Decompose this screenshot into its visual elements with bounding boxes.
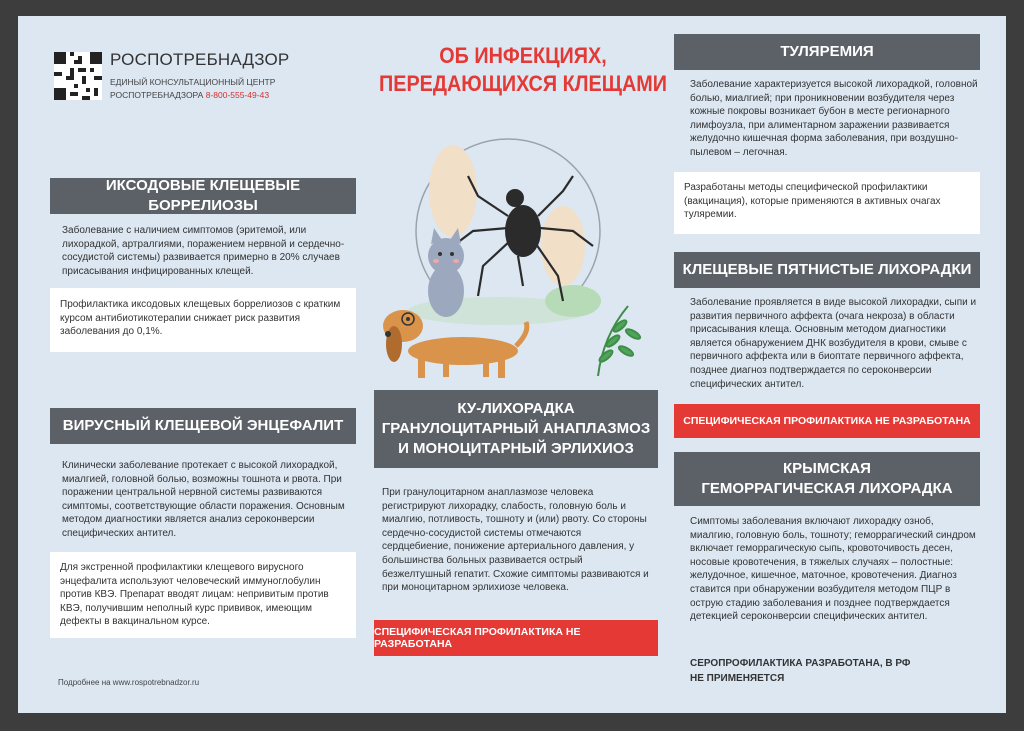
spotted-fever-no-prevention-bar: СПЕЦИФИЧЕСКАЯ ПРОФИЛАКТИКА НЕ РАЗРАБОТАНА <box>674 404 980 438</box>
infographic-poster <box>18 16 1006 713</box>
qr-code-icon[interactable] <box>54 52 102 100</box>
tularemia-text: Заболевание характеризуется высокой лихорадкой, головной болью, миалгией; при проникновении возбудителя через кожные покровы возникает бубон в месте регионарного лимфоузла, при алиментарном заражении развивается желудочно кишечная форма заболевания, при воздушно-пылевом – легочная. <box>690 79 978 158</box>
title-line1: ОБ ИНФЕКЦИЯХ, <box>439 43 607 68</box>
encephalitis-header <box>50 408 356 444</box>
crimean-fever-header-line2: ГЕМОРРАГИЧЕСКАЯ ЛИХОРАДКА <box>701 480 953 497</box>
spotted-fever-text: Заболевание проявляется в виде высокой лихорадки, сыпи и развития первичного аффекта (очага некроза) в области присасывания клеща. Основным методом диагностики является обнаружением ДНК возбудителя в крови, смыве с первичного аффекта или в биоптате первичного аффекта, позднее диагноз подтверждается по сероконверсии специфических антител. <box>690 297 977 390</box>
encephalitis-prevention-box: Для экстренной профилактики клещевого вирусного энцефалита используют человеческий иммуноглобулин против КВЭ. Препарат вводят лицам: непривитым против КВЭ, получившим неполный курс прививок, имеющим дефекты в вакцинальном курсе. <box>50 552 356 638</box>
borrelioz-header <box>50 178 356 214</box>
qfever-header-line2: ГРАНУЛОЦИТАРНЫЙ АНАПЛАЗМОЗ <box>381 420 651 437</box>
tularemia-prevention-box: Разработаны методы специфической профилактики (вакцинация), которые применяются в активных очагах туляремии. <box>674 172 980 234</box>
borrelioz-header-text: ИКСОДОВЫЕ КЛЕЩЕВЫЕ БОРРЕЛИОЗЫ <box>105 177 301 214</box>
encephalitis-text: Клинически заболевание протекает с высокой лихорадкой, миалгией, головной болью, возможны тошнота и рвота. При поражении центральной нервной системы развиваются симптомы, соответствующие области поражения. Основным методом диагностики является анализ сероконверсии специфических антител. <box>62 460 345 539</box>
footer-link[interactable]: Подробнее на www.rospotrebnadzor.ru <box>58 678 200 687</box>
tularemia-header-text: ТУЛЯРЕМИЯ <box>780 43 874 60</box>
spotted-fever-header-text: КЛЕЩЕВЫЕ ПЯТНИСТЫЕ ЛИХОРАДКИ <box>682 261 972 278</box>
crimean-fever-header-line1: КРЫМСКАЯ <box>783 460 871 477</box>
sero-line2: НЕ ПРИМЕНЯЕТСЯ <box>690 673 785 684</box>
org-sub-line1: ЕДИНЫЙ КОНСУЛЬТАЦИОННЫЙ ЦЕНТР <box>110 77 276 87</box>
org-sub-line2: РОСПОТРЕБНАДЗОРА <box>110 90 204 100</box>
borrelioz-prevention-box: Профилактика иксодовых клещевых боррелиозов с кратким курсом антибиотикотерапии снижает риск развития заболевания до 0,1%. <box>50 288 356 352</box>
crimean-seroprophylaxis-note <box>690 656 980 686</box>
borrelioz-text: Заболевание с наличием симптомов (эритемой, или лихорадкой, артралгиями, поражением нервной и сердечно-сосудистой системы) развивается примерно в 20% случаев присасывания инфицированных клещей. <box>62 225 345 277</box>
org-name: РОСПОТРЕБНАДЗОР <box>110 50 290 69</box>
encephalitis-header-text: ВИРУСНЫЙ КЛЕЩЕВОЙ ЭНЦЕФАЛИТ <box>62 417 344 434</box>
tick-illustration <box>358 136 658 396</box>
sero-line1: СЕРОПРОФИЛАКТИКА РАЗРАБОТАНА, В РФ <box>690 658 911 669</box>
crimean-fever-header <box>674 452 980 506</box>
qfever-header <box>374 390 658 468</box>
qfever-no-prevention-bar: СПЕЦИФИЧЕСКАЯ ПРОФИЛАКТИКА НЕ РАЗРАБОТАНА <box>374 620 658 656</box>
qfever-header-line3: И МОНОЦИТАРНЫЙ ЭРЛИХИОЗ <box>398 440 634 457</box>
crimean-fever-text: Симптомы заболевания включают лихорадку озноб, миалгию, головную боль, тошноту; геморрагический синдром включает геморрагическую сыпь, кровоточивость десен, носовые кровотечения, в тяжелых случаях – полостные: желудочное, кишечное, маточное, кровотечения. Диагноз ставится при обнаружении возбудителя методом ПЦР в острую стадию заболевания и позднее подтверждается детекцией сероконверсии специфических антител. <box>690 516 976 623</box>
page-title <box>375 42 672 98</box>
title-line2: ПЕРЕДАЮЩИХСЯ КЛЕЩАМИ <box>379 71 667 96</box>
hotline-phone[interactable]: 8-800-555-49-43 <box>205 90 270 100</box>
qfever-text: При гранулоцитарном анаплазмозе человека регистрируют лихорадку, слабость, головную боль и миалгию, потливость, тошноту и (или) рвоту. Со стороны сердечно-сосудистой системы отмечаются сердцебиение, понижение артериального давления, у большинства больных развивается острый безжелтушный гепатит. Схожие симптомы развиваются и при моноцитарном эрлихиозе человека. <box>382 487 649 594</box>
spotted-fever-header <box>674 252 980 288</box>
org-subtitle <box>110 76 275 102</box>
qfever-header-line1: КУ-ЛИХОРАДКА <box>457 400 575 417</box>
tularemia-header <box>674 34 980 70</box>
